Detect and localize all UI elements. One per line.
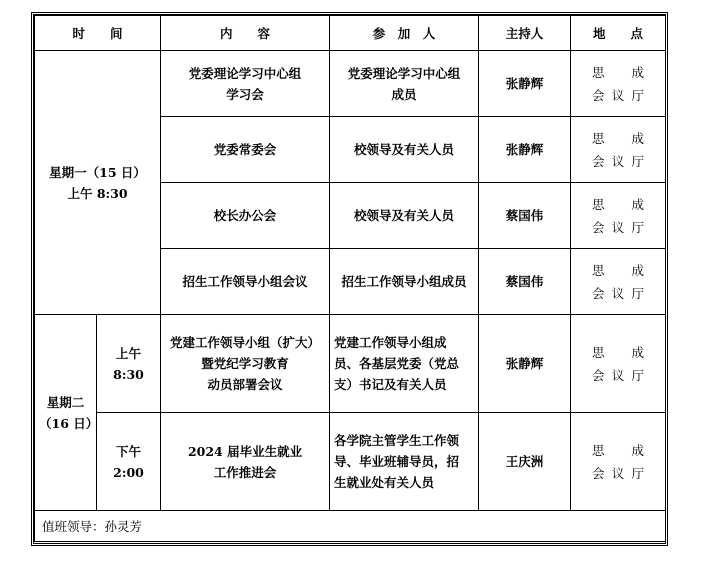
header-content: 内 容 <box>161 16 330 51</box>
event-location: 思 成 会 议 厅 <box>571 249 666 315</box>
event-content: 2024 届毕业生就业 工作推进会 <box>161 413 330 511</box>
event-location: 思 成 会 议 厅 <box>571 315 666 413</box>
header-participants: 参 加 人 <box>330 16 479 51</box>
table-row <box>35 413 666 511</box>
duty-leader: 值班领导：孙灵芳 <box>35 511 666 542</box>
event-content: 招生工作领导小组会议 <box>161 249 330 315</box>
day-time: 上午 8:30 <box>67 185 128 201</box>
event-host: 张静辉 <box>479 117 571 183</box>
event-participants: 校领导及有关人员 <box>330 183 479 249</box>
event-participants: 各学院主管学生工作领 导、毕业班辅导员，招 生就业处有关人员 <box>330 413 479 511</box>
event-location: 思 成 会 议 厅 <box>571 51 666 117</box>
event-participants: 校领导及有关人员 <box>330 117 479 183</box>
header-time: 时 间 <box>35 16 161 51</box>
event-host: 张静辉 <box>479 51 571 117</box>
event-content: 党委理论学习中心组 学习会 <box>161 51 330 117</box>
event-location: 思 成 会 议 厅 <box>571 413 666 511</box>
table-row <box>35 315 666 413</box>
event-host: 王庆洲 <box>479 413 571 511</box>
event-content: 校长办公会 <box>161 183 330 249</box>
event-content: 党委常委会 <box>161 117 330 183</box>
event-participants: 招生工作领导小组成员 <box>330 249 479 315</box>
event-location: 思 成 会 议 厅 <box>571 117 666 183</box>
day-cell <box>35 51 161 315</box>
event-host: 蔡国伟 <box>479 183 571 249</box>
event-time: 下午 2:00 <box>97 413 161 511</box>
day-label: 星期一（15 日） <box>49 164 146 180</box>
event-host: 蔡国伟 <box>479 249 571 315</box>
day-cell: 星期二 （16 日） <box>35 315 97 511</box>
header-row <box>35 16 666 51</box>
header-location: 地 点 <box>571 16 666 51</box>
event-participants: 党建工作领导小组成 员、各基层党委（党总 支）书记及有关人员 <box>330 315 479 413</box>
footer-row <box>35 511 666 542</box>
event-host: 张静辉 <box>479 315 571 413</box>
schedule-table <box>34 15 666 542</box>
event-participants: 党委理论学习中心组 成员 <box>330 51 479 117</box>
event-time: 上午 8:30 <box>97 315 161 413</box>
header-host: 主持人 <box>479 16 571 51</box>
event-content: 党建工作领导小组（扩大） 暨党纪学习教育 动员部署会议 <box>161 315 330 413</box>
event-location: 思 成 会 议 厅 <box>571 183 666 249</box>
table-row <box>35 51 666 117</box>
